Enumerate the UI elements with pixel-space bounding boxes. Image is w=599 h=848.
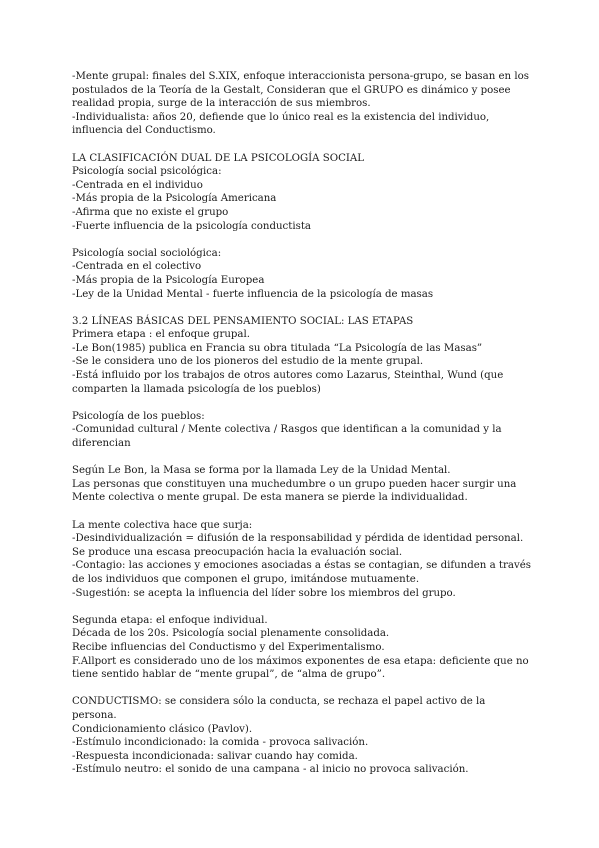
text-line: Segunda etapa: el enfoque individual. <box>72 614 268 626</box>
paragraph-segunda-etapa <box>72 614 542 682</box>
text-line: -Fuerte influencia de la psicología conductista <box>72 220 311 232</box>
paragraph-psicologia-pueblos <box>72 410 542 451</box>
text-line: La mente colectiva hace que surja: <box>72 519 253 531</box>
paragraph-lineas-basicas <box>72 315 542 397</box>
text-line: -Contagio: las acciones y emociones asociadas a éstas se contagian, se difunden a través <box>72 560 531 572</box>
text-line: -Estímulo incondicionado: la comida - provoca salivación. <box>72 737 369 749</box>
text-line: Psicología social sociológica: <box>72 247 222 259</box>
text-line: Según Le Bon, la Masa se forma por la llamada Ley de la Unidad Mental. <box>72 465 451 477</box>
paragraph-conductismo <box>72 695 542 777</box>
document-page <box>72 70 542 790</box>
section-heading: LA CLASIFICACIÓN DUAL DE LA PSICOLOGÍA SOCIAL <box>72 152 365 164</box>
text-line: influencia del Conductismo. <box>72 125 216 137</box>
text-line: -Comunidad cultural / Mente colectiva / Rasgos que identifican a la comunidad y la <box>72 424 502 436</box>
text-line: F.Allport es considerado uno de los máximos exponentes de esa etapa: deficiente que no <box>72 655 529 667</box>
paragraph-mente-grupal <box>72 70 542 138</box>
paragraph-mente-colectiva <box>72 519 542 601</box>
text-line: -Individualista: años 20, defiende que lo único real es la existencia del individuo, <box>72 111 490 123</box>
text-line: Psicología social psicológica: <box>72 166 222 178</box>
text-line: -Más propia de la Psicología Europea <box>72 274 265 286</box>
text-line: Recibe influencias del Conductismo y del Experimentalismo. <box>72 641 385 653</box>
text-line: Mente colectiva o mente grupal. De esta manera se pierde la individualidad. <box>72 492 468 504</box>
text-line: -Sugestión: se acepta la influencia del líder sobre los miembros del grupo. <box>72 587 456 599</box>
paragraph-psicologia-sociologica <box>72 247 542 301</box>
text-line: comparten la llamada psicología de los pueblos) <box>72 383 321 395</box>
text-line: postulados de la Teoría de la Gestalt, Consideran que el GRUPO es dinámico y posee <box>72 84 511 96</box>
text-line: -Está influido por los trabajos de otros autores como Lazarus, Steinthal, Wund (que <box>72 370 504 382</box>
section-heading: 3.2 LÍNEAS BÁSICAS DEL PENSAMIENTO SOCIAL: LAS ETAPAS <box>72 315 414 327</box>
paragraph-le-bon <box>72 464 542 505</box>
text-line: Las personas que constituyen una muchedumbre o un grupo pueden hacer surgir una <box>72 478 517 490</box>
text-line: -Respuesta incondicionada: salivar cuando hay comida. <box>72 750 358 762</box>
text-line: CONDUCTISMO: se considera sólo la conducta, se rechaza el papel activo de la <box>72 696 486 708</box>
text-line: -Mente grupal: finales del S.XIX, enfoque interaccionista persona-grupo, se basan en los <box>72 71 529 82</box>
text-line: diferencian <box>72 438 131 450</box>
text-line: -Se le considera uno de los pioneros del estudio de la mente grupal. <box>72 356 424 368</box>
text-line: Se produce una escasa preocupación hacia la evaluación social. <box>72 546 403 558</box>
text-line: -Más propia de la Psicología Americana <box>72 193 277 205</box>
text-line: tiene sentido hablar de “mente grupal”, de “alma de grupo”. <box>72 669 386 681</box>
text-line: -Centrada en el individuo <box>72 179 203 191</box>
text-line: persona. <box>72 709 117 721</box>
text-line: -Afirma que no existe el grupo <box>72 206 229 218</box>
text-line: -Estímulo neutro: el sonido de una campana - al inicio no provoca salivación. <box>72 764 469 776</box>
text-line: realidad propia, surge de la interacción de sus miembros. <box>72 98 371 110</box>
text-line: Psicología de los pueblos: <box>72 410 205 422</box>
text-line: -Centrada en el colectivo <box>72 261 202 273</box>
text-line: -Ley de la Unidad Mental - fuerte influencia de la psicología de masas <box>72 288 434 300</box>
text-line: -Desindividualización = difusión de la responsabilidad y pérdida de identidad personal. <box>72 533 524 545</box>
text-line: de los individuos que componen el grupo, imitándose mutuamente. <box>72 573 420 585</box>
text-line: -Le Bon(1985) publica en Francia su obra titulada “La Psicología de las Masas” <box>72 342 483 354</box>
text-line: Condicionamiento clásico (Pavlov). <box>72 723 253 735</box>
text-line: Primera etapa : el enfoque grupal. <box>72 329 250 341</box>
text-line: Década de los 20s. Psicología social plenamente consolidada. <box>72 628 390 640</box>
paragraph-clasificacion-dual <box>72 152 542 234</box>
